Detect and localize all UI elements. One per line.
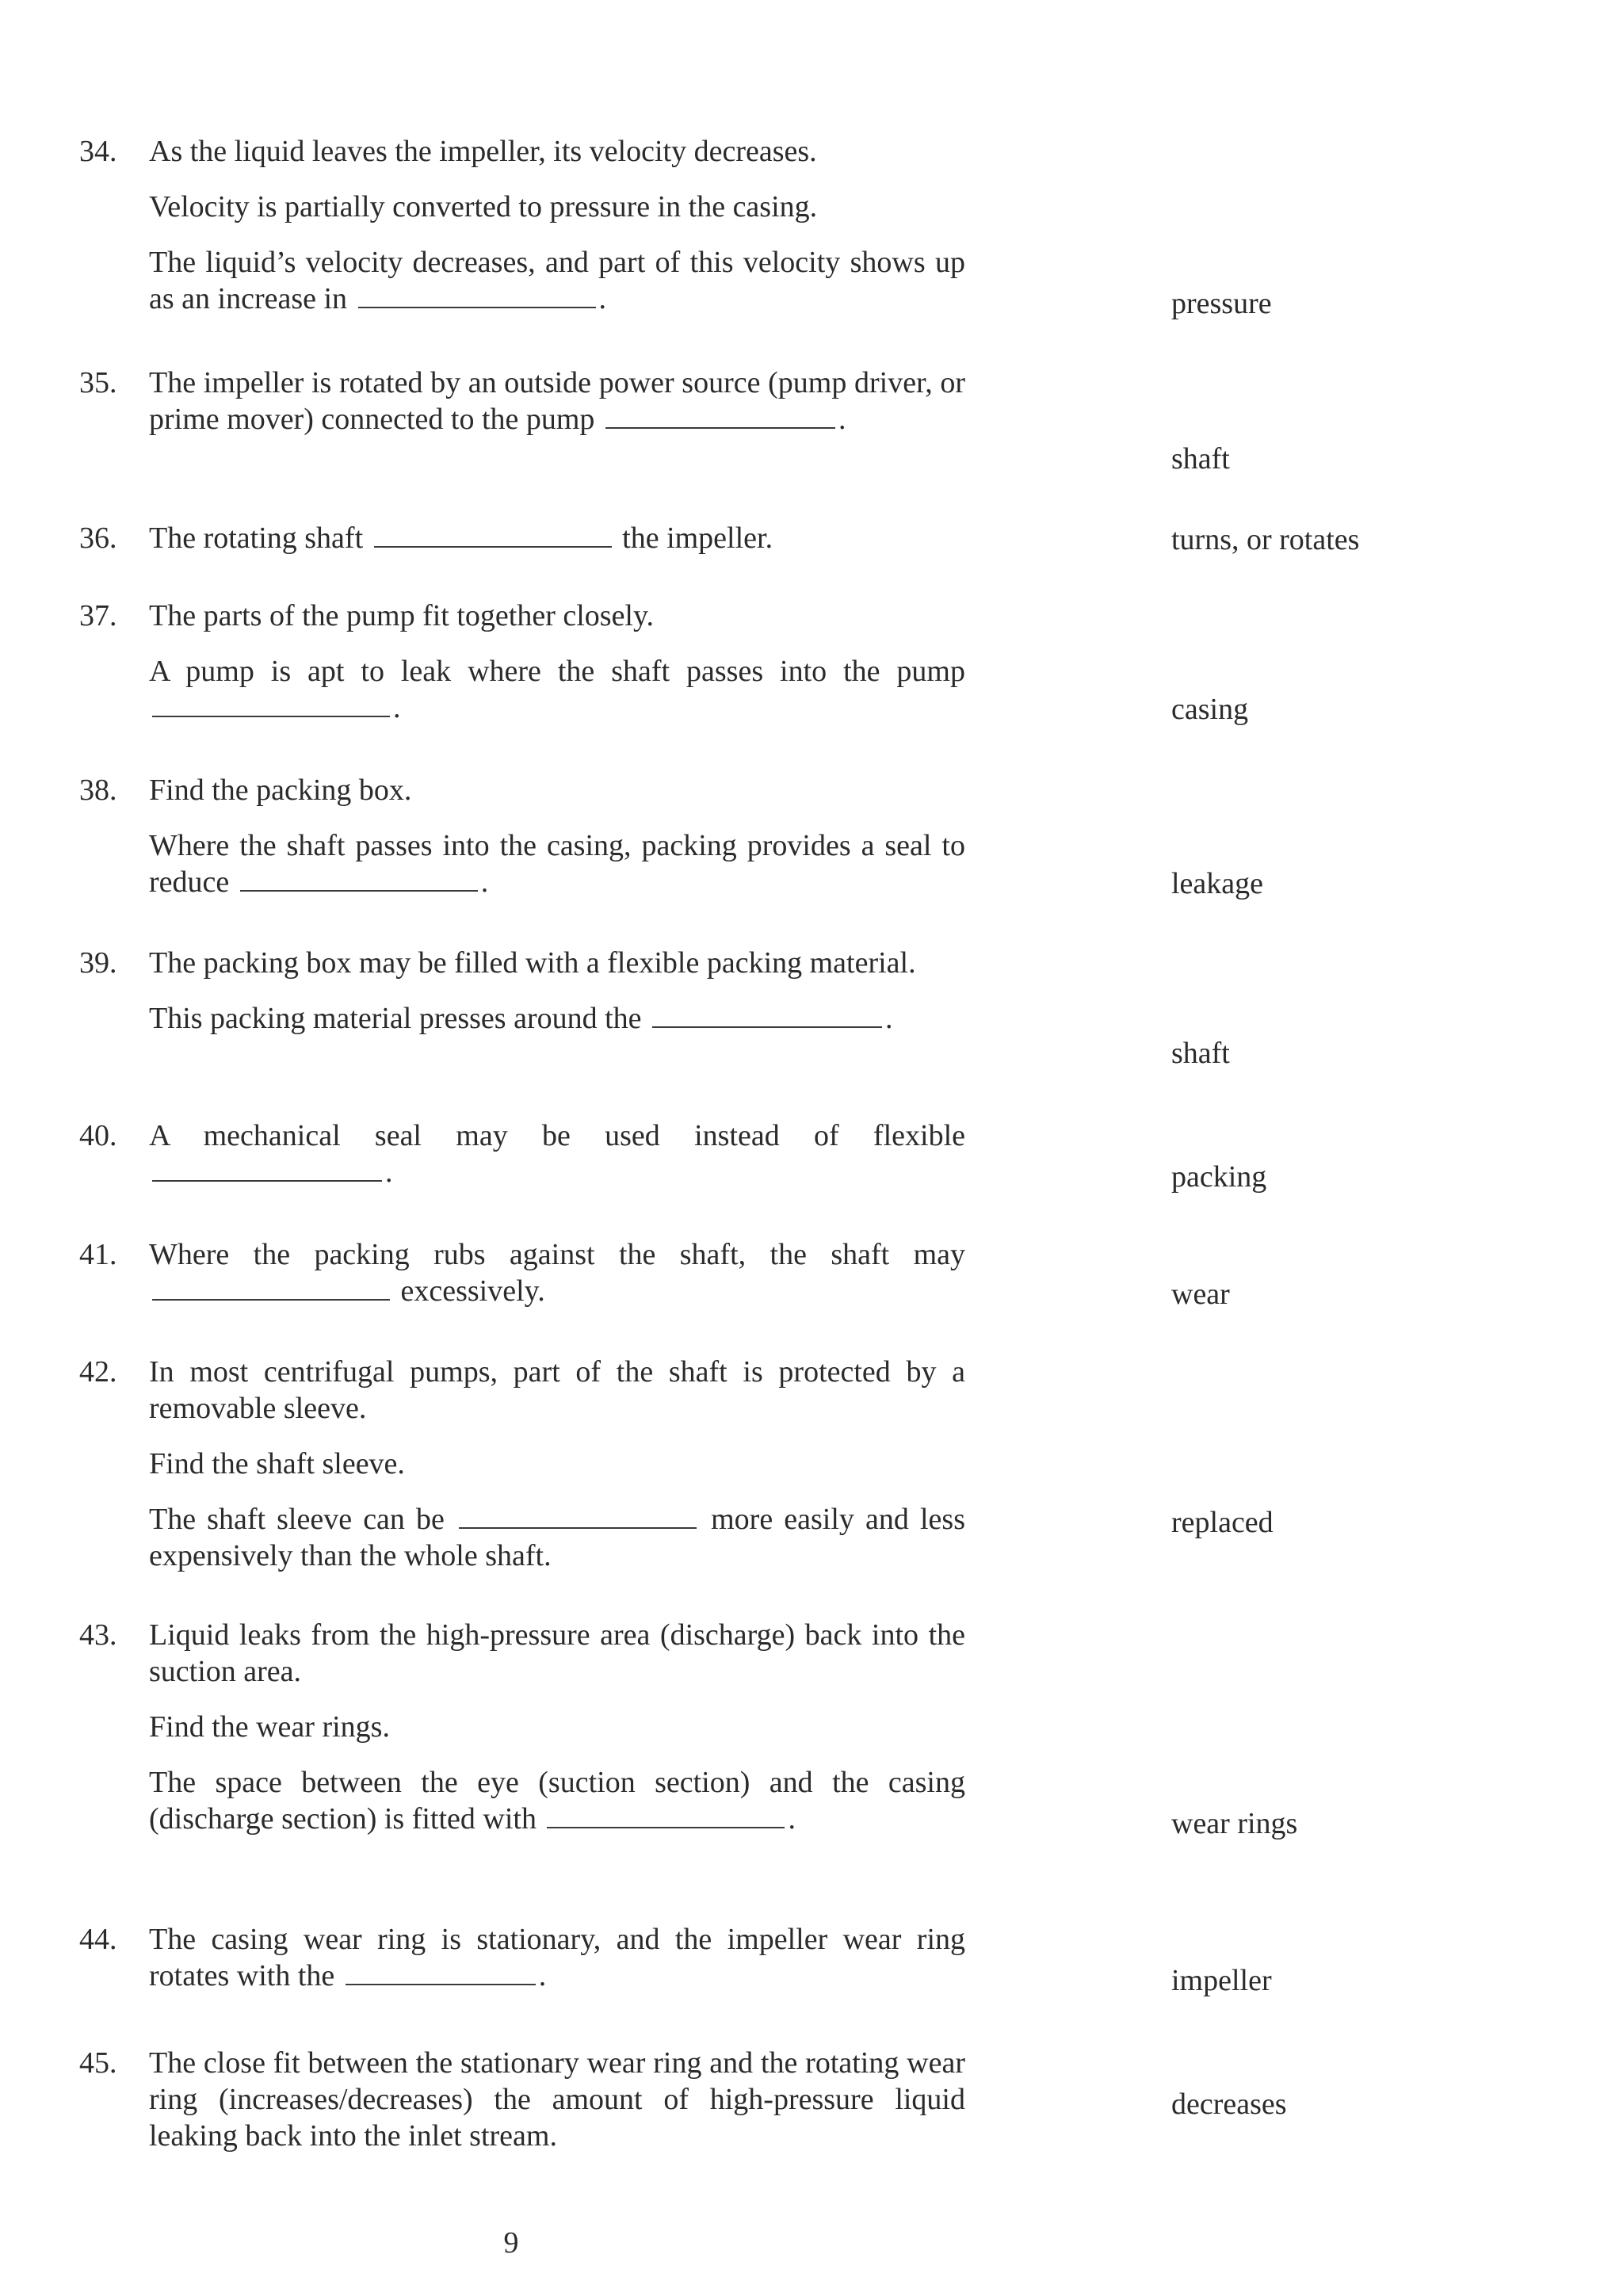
answer-blank — [652, 1003, 882, 1028]
frame-paragraph: Find the wear rings. — [149, 1710, 390, 1744]
answer-blank — [459, 1503, 697, 1529]
answer-text: pressure — [1171, 287, 1272, 320]
frame-paragraph: The liquid’s velocity decreases, and part of this velocity shows up as an increase in . — [149, 246, 965, 315]
frame-number: 39. — [79, 946, 117, 980]
frame-number: 36. — [79, 521, 117, 555]
frame-number: 35. — [79, 366, 117, 399]
answer-blank — [152, 1275, 390, 1301]
frame-paragraph: The shaft sleeve can be more easily and less expensively than the whole shaft. — [149, 1503, 965, 1572]
frame-text — [149, 1921, 965, 1994]
frame-paragraph: In most centrifugal pumps, part of the shaft is protected by a removable sleeve. — [149, 1355, 965, 1425]
frame-text — [149, 945, 965, 1037]
answer-text: impeller — [1171, 1964, 1272, 1997]
answer-blank — [374, 522, 612, 548]
frame-number: 44. — [79, 1923, 117, 1956]
frame-paragraph: Find the shaft sleeve. — [149, 1447, 405, 1480]
frame-text — [149, 1354, 965, 1574]
frame-paragraph: This packing material presses around the . — [149, 1002, 893, 1035]
frame-number: 45. — [79, 2046, 117, 2080]
answer-blank — [240, 866, 478, 892]
frame-paragraph: Where the shaft passes into the casing, packing provides a seal to reduce . — [149, 829, 965, 899]
frame-number: 38. — [79, 774, 117, 807]
frame-paragraph: The rotating shaft the impeller. — [149, 521, 773, 555]
answer-text: turns, or rotates — [1171, 523, 1360, 556]
frame-number: 34. — [79, 135, 117, 168]
frame-paragraph: The space between the eye (suction section) and the casing (discharge section) is fitted with . — [149, 1766, 965, 1836]
frame-paragraph: Where the packing rubs against the shaft, the shaft may excessively. — [149, 1238, 965, 1308]
frame-text — [149, 1117, 965, 1190]
answer-blank — [346, 1960, 536, 1985]
answer-text: packing — [1171, 1160, 1267, 1194]
answer-text: casing — [1171, 693, 1249, 726]
frame-number: 37. — [79, 599, 117, 632]
frame-text — [149, 520, 965, 556]
frame-paragraph: The casing wear ring is stationary, and the impeller wear ring rotates with the . — [149, 1923, 965, 1992]
answer-text: decreases — [1171, 2088, 1287, 2121]
answer-blank — [547, 1803, 785, 1828]
frame-number: 43. — [79, 1618, 117, 1652]
frame-paragraph: The close fit between the stationary wear ring and the rotating wear ring (increases/decreases) the amount of high-pressure liquid leaking back into the inlet stream. — [149, 2046, 965, 2153]
frame-paragraph: As the liquid leaves the impeller, its velocity decreases. — [149, 135, 817, 168]
answer-blank — [152, 1156, 382, 1182]
frame-number: 41. — [79, 1238, 117, 1271]
frame-paragraph: Find the packing box. — [149, 774, 412, 807]
frame-text — [149, 772, 965, 900]
answer-blank — [605, 403, 835, 429]
answer-blank — [358, 283, 596, 308]
answer-text: wear rings — [1171, 1807, 1298, 1840]
answer-text: replaced — [1171, 1506, 1274, 1539]
frame-paragraph: Liquid leaks from the high-pressure area (discharge) back into the suction area. — [149, 1618, 965, 1688]
frame-text — [149, 2045, 965, 2154]
frame-paragraph: The packing box may be filled with a flexible packing material. — [149, 946, 916, 980]
frame-text — [149, 133, 965, 317]
frame-text — [149, 1236, 965, 1309]
frame-text — [149, 1617, 965, 1837]
frame-number: 40. — [79, 1119, 117, 1152]
answer-text: leakage — [1171, 867, 1264, 900]
frame-paragraph: A mechanical seal may be used instead of flexible . — [149, 1119, 965, 1189]
answer-blank — [152, 692, 390, 717]
frame-text — [149, 365, 965, 437]
frame-number: 42. — [79, 1355, 117, 1389]
answer-text: shaft — [1171, 442, 1230, 476]
answer-text: wear — [1171, 1278, 1230, 1311]
frame-paragraph: The parts of the pump fit together closely. — [149, 599, 655, 632]
answer-text: shaft — [1171, 1037, 1230, 1070]
frame-paragraph: A pump is apt to leak where the shaft passes into the pump . — [149, 655, 965, 724]
frame-paragraph: Velocity is partially converted to pressure in the casing. — [149, 190, 818, 223]
frame-paragraph: The impeller is rotated by an outside power source (pump driver, or prime mover) connected to the pump . — [149, 366, 965, 436]
page-number: 9 — [503, 2226, 519, 2260]
frame-text — [149, 598, 965, 726]
